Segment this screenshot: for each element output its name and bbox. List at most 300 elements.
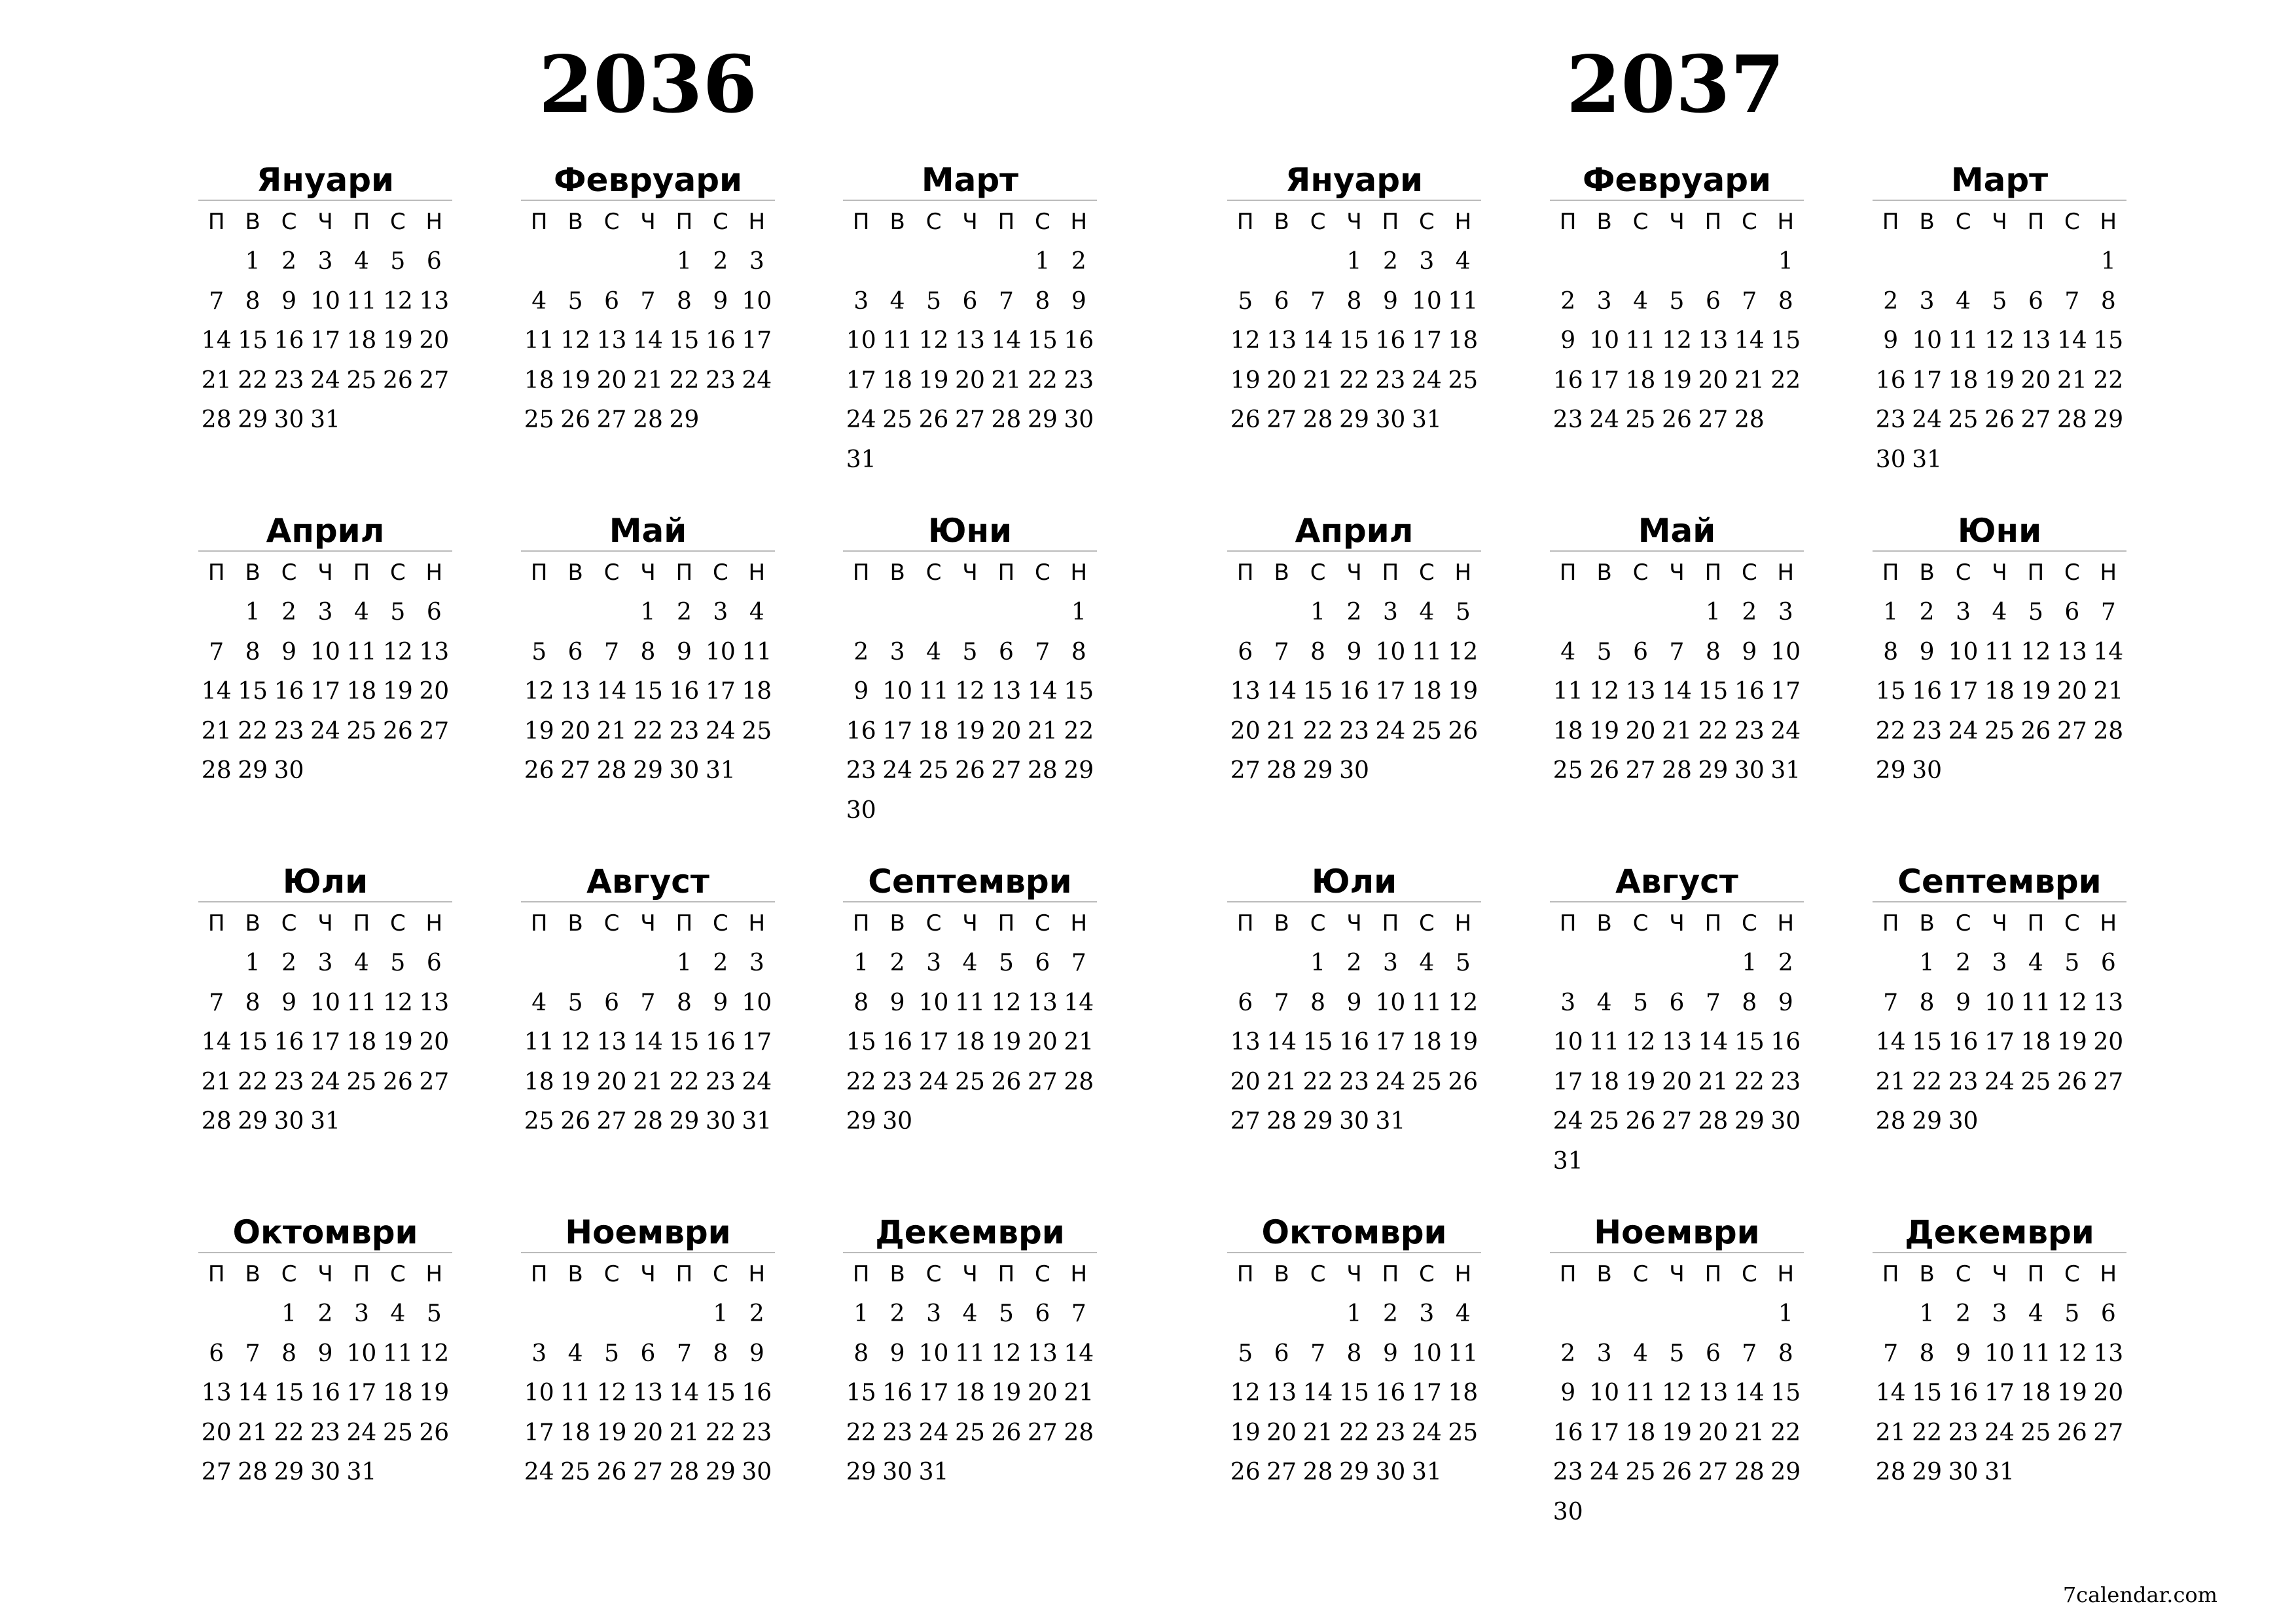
day-cell: 3 — [853, 287, 869, 315]
day-cell: 28 — [1064, 1068, 1094, 1096]
day-cell: 9 — [1071, 287, 1086, 315]
weekday-label: П — [353, 1261, 370, 1288]
day-cell: 26 — [2056, 1068, 2087, 1096]
week-row — [1227, 1062, 1481, 1102]
day-cell: 25 — [2020, 1419, 2051, 1446]
weekday-label: Ч — [962, 910, 978, 937]
day-cell: 10 — [1589, 327, 1620, 355]
day-cell: 26 — [991, 1068, 1022, 1096]
week-row — [843, 1374, 1097, 1414]
day-cell: 22 — [274, 1419, 304, 1446]
day-cell: 12 — [1625, 1029, 1656, 1056]
day-cell: 16 — [274, 678, 304, 705]
day-cell: 26 — [1448, 1068, 1479, 1096]
day-cell: 19 — [1448, 1029, 1479, 1056]
day-cell: 5 — [998, 1300, 1014, 1328]
week-row — [1550, 1062, 1804, 1102]
day-cell: 15 — [1770, 327, 1801, 355]
weekday-label: Н — [2100, 1261, 2117, 1288]
weekday-label: В — [1274, 560, 1289, 586]
day-cell: 2 — [1382, 1300, 1398, 1328]
day-cell: 27 — [1230, 757, 1261, 785]
week-row — [521, 1374, 775, 1414]
day-cell: 14 — [201, 327, 232, 355]
day-cell: 5 — [1669, 287, 1685, 315]
day-cell: 16 — [705, 1029, 736, 1056]
day-cell: 17 — [1552, 1068, 1583, 1096]
day-cell: 31 — [1411, 406, 1442, 434]
day-cell: 13 — [2056, 638, 2087, 666]
day-cell: 20 — [991, 717, 1022, 745]
day-cell: 7 — [1310, 287, 1326, 315]
day-cell: 29 — [1912, 1108, 1943, 1135]
day-cell: 19 — [955, 717, 985, 745]
day-cell: 4 — [2028, 1300, 2043, 1328]
day-cell: 28 — [1302, 1459, 1333, 1486]
day-cell: 27 — [1625, 757, 1656, 785]
weekday-label: Ч — [1669, 209, 1685, 236]
week-row — [1550, 751, 1804, 791]
day-cell: 27 — [596, 1108, 627, 1135]
month-name: Декември — [843, 1213, 1097, 1253]
weekday-label: П — [675, 910, 693, 937]
day-cell: 9 — [749, 1340, 764, 1367]
day-cell: 21 — [1064, 1380, 1094, 1407]
weekday-label: Ч — [962, 1261, 978, 1288]
day-cell: 8 — [1071, 638, 1086, 666]
day-cell: 30 — [1734, 757, 1765, 785]
week-row — [198, 632, 452, 672]
week-row — [521, 1334, 775, 1374]
week-row — [1873, 321, 2126, 361]
day-cell: 30 — [1375, 406, 1406, 434]
day-cell: 21 — [201, 1068, 232, 1096]
day-cell: 16 — [742, 1380, 772, 1407]
day-cell: 21 — [1875, 1419, 1906, 1446]
day-cell: 4 — [1992, 599, 2007, 626]
week-row — [521, 1453, 775, 1493]
day-cell: 12 — [2056, 989, 2087, 1016]
day-cell: 23 — [882, 1419, 913, 1446]
day-cell: 3 — [1560, 989, 1576, 1016]
day-cell: 22 — [1734, 1068, 1765, 1096]
day-cell: 27 — [419, 1068, 450, 1096]
day-cell: 22 — [846, 1068, 876, 1096]
day-cell: 31 — [846, 446, 876, 473]
week-row — [1550, 672, 1804, 712]
weekday-header — [198, 904, 452, 944]
day-cell: 5 — [390, 950, 406, 977]
day-cell: 22 — [669, 1068, 700, 1096]
day-cell: 18 — [1984, 678, 2015, 705]
day-cell: 3 — [317, 599, 333, 626]
weekday-label: С — [389, 1261, 406, 1288]
weekday-label: П — [1882, 209, 1899, 236]
day-cell: 21 — [2093, 678, 2124, 705]
day-cell: 1 — [1883, 599, 1899, 626]
day-cell: 13 — [201, 1380, 232, 1407]
week-row — [843, 944, 1097, 984]
weekday-header — [843, 904, 1097, 944]
day-cell: 14 — [1027, 678, 1058, 705]
day-cell: 21 — [1266, 1068, 1297, 1096]
day-cell: 2 — [889, 1300, 905, 1328]
week-row — [198, 401, 452, 440]
week-row — [521, 1413, 775, 1453]
day-cell: 27 — [560, 757, 591, 785]
day-cell: 5 — [2064, 1300, 2080, 1328]
day-cell: 10 — [1912, 327, 1943, 355]
month-2037-5 — [1550, 511, 1804, 791]
day-cell: 16 — [882, 1029, 913, 1056]
weekday-label: С — [603, 209, 620, 236]
day-cell: 14 — [1302, 1380, 1333, 1407]
week-row — [1550, 1334, 1804, 1374]
day-cell: 15 — [1875, 678, 1906, 705]
weekday-label: С — [925, 1261, 942, 1288]
day-cell: 4 — [749, 599, 764, 626]
day-cell: 17 — [882, 717, 913, 745]
day-cell: 28 — [201, 406, 232, 434]
day-cell: 23 — [669, 717, 700, 745]
day-cell: 31 — [1552, 1147, 1583, 1175]
weekday-label: П — [1704, 209, 1722, 236]
day-cell: 5 — [1238, 287, 1253, 315]
day-cell: 31 — [310, 406, 340, 434]
day-cell: 14 — [2093, 638, 2124, 666]
day-cell: 15 — [1339, 327, 1369, 355]
month-2037-10 — [1227, 1213, 1481, 1492]
day-cell: 14 — [2056, 327, 2087, 355]
month-name: Октомври — [1227, 1213, 1481, 1253]
day-cell: 21 — [596, 717, 627, 745]
day-cell: 13 — [596, 1029, 627, 1056]
day-cell: 15 — [705, 1380, 736, 1407]
day-cell: 14 — [1064, 1340, 1094, 1367]
day-cell: 8 — [640, 638, 656, 666]
day-cell: 16 — [846, 717, 876, 745]
day-cell: 9 — [317, 1340, 333, 1367]
day-cell: 28 — [2093, 717, 2124, 745]
day-cell: 2 — [1883, 287, 1899, 315]
day-cell: 1 — [2100, 248, 2116, 276]
day-cell: 19 — [991, 1380, 1022, 1407]
week-row — [1873, 1062, 2126, 1102]
weekday-label: Н — [1070, 910, 1088, 937]
day-cell: 3 — [1596, 287, 1612, 315]
day-cell: 15 — [1064, 678, 1094, 705]
weekday-label: С — [1632, 910, 1649, 937]
month-2036-9 — [843, 862, 1097, 1141]
day-cell: 18 — [955, 1380, 985, 1407]
day-cell: 29 — [1064, 757, 1094, 785]
day-cell: 16 — [1948, 1029, 1979, 1056]
weekday-label: В — [245, 209, 260, 236]
day-cell: 24 — [918, 1068, 949, 1096]
week-row — [843, 401, 1097, 440]
day-cell: 10 — [1589, 1380, 1620, 1407]
weekday-label: В — [245, 560, 260, 586]
day-cell: 29 — [1302, 1108, 1333, 1135]
day-cell: 11 — [1448, 1340, 1479, 1367]
day-cell: 9 — [889, 1340, 905, 1367]
day-cell: 19 — [1662, 1419, 1692, 1446]
day-cell: 10 — [1948, 638, 1979, 666]
day-cell: 1 — [1346, 1300, 1362, 1328]
day-cell: 29 — [1698, 757, 1729, 785]
day-cell: 9 — [713, 287, 728, 315]
day-cell: 10 — [918, 1340, 949, 1367]
day-cell: 24 — [1912, 406, 1943, 434]
week-row — [1550, 1294, 1804, 1334]
month-name: Март — [843, 160, 1097, 201]
week-row — [521, 593, 775, 633]
day-cell: 28 — [201, 1108, 232, 1135]
month-name: Август — [521, 862, 775, 902]
weekday-label: В — [1596, 910, 1612, 937]
day-cell: 3 — [889, 638, 905, 666]
month-2036-1 — [198, 160, 452, 440]
day-cell: 19 — [1230, 1419, 1261, 1446]
weekday-label: С — [281, 910, 297, 937]
day-cell: 12 — [918, 327, 949, 355]
day-cell: 7 — [1274, 638, 1289, 666]
weekday-label: Н — [1070, 1261, 1088, 1288]
week-row — [521, 711, 775, 751]
day-cell: 25 — [1625, 406, 1656, 434]
day-cell: 8 — [1883, 638, 1899, 666]
day-cell: 28 — [1698, 1108, 1729, 1135]
week-row — [198, 711, 452, 751]
day-cell: 26 — [955, 757, 985, 785]
day-cell: 2 — [1919, 599, 1935, 626]
month-name: Ноември — [1550, 1213, 1804, 1253]
day-cell: 12 — [382, 638, 413, 666]
weekday-label: П — [353, 209, 370, 236]
weekday-label: С — [712, 910, 728, 937]
day-cell: 30 — [274, 757, 304, 785]
day-cell: 26 — [918, 406, 949, 434]
weekday-label: С — [281, 1261, 297, 1288]
day-cell: 9 — [1883, 327, 1899, 355]
week-row — [1873, 1453, 2126, 1493]
weekday-label: П — [1236, 209, 1254, 236]
day-cell: 24 — [524, 1459, 554, 1486]
week-row — [1550, 632, 1804, 672]
day-cell: 13 — [2020, 327, 2051, 355]
day-cell: 13 — [596, 327, 627, 355]
day-cell: 22 — [2093, 366, 2124, 394]
day-cell: 9 — [281, 989, 297, 1016]
day-cell: 17 — [1984, 1380, 2015, 1407]
day-cell: 5 — [604, 1340, 620, 1367]
day-cell: 27 — [201, 1459, 232, 1486]
weekday-label: Ч — [962, 209, 978, 236]
day-cell: 19 — [596, 1419, 627, 1446]
day-cell: 24 — [1589, 406, 1620, 434]
week-row — [1227, 281, 1481, 321]
weekday-label: Ч — [1992, 560, 2007, 586]
month-2037-12 — [1873, 1213, 2126, 1492]
weekday-label: Н — [1454, 1261, 1472, 1288]
week-row — [1550, 1023, 1804, 1063]
day-cell: 7 — [1742, 287, 1757, 315]
day-cell: 8 — [1310, 989, 1326, 1016]
day-cell: 8 — [1778, 1340, 1793, 1367]
day-cell: 11 — [1411, 638, 1442, 666]
day-cell: 24 — [846, 406, 876, 434]
day-cell: 22 — [846, 1419, 876, 1446]
day-cell: 30 — [274, 1108, 304, 1135]
weekday-label: П — [353, 560, 370, 586]
day-cell: 17 — [918, 1380, 949, 1407]
day-cell: 4 — [889, 287, 905, 315]
day-cell: 22 — [705, 1419, 736, 1446]
day-cell: 20 — [2093, 1029, 2124, 1056]
day-cell: 25 — [346, 366, 377, 394]
day-cell: 6 — [640, 1340, 656, 1367]
weekday-label: П — [1236, 560, 1254, 586]
day-cell: 17 — [705, 678, 736, 705]
weekday-header — [521, 553, 775, 593]
weekday-header — [1873, 1255, 2126, 1294]
day-cell: 17 — [742, 1029, 772, 1056]
day-cell: 20 — [2093, 1380, 2124, 1407]
day-cell: 10 — [882, 678, 913, 705]
day-cell: 3 — [1382, 599, 1398, 626]
week-row — [198, 751, 452, 791]
week-row — [1873, 1023, 2126, 1063]
day-cell: 7 — [1071, 1300, 1086, 1328]
weekday-label: С — [603, 1261, 620, 1288]
week-row — [198, 593, 452, 633]
day-cell: 14 — [201, 1029, 232, 1056]
day-cell: 18 — [346, 678, 377, 705]
weekday-label: П — [1882, 1261, 1899, 1288]
day-cell: 28 — [991, 406, 1022, 434]
week-row — [1873, 711, 2126, 751]
month-name: Декември — [1873, 1213, 2126, 1253]
month-2037-1 — [1227, 160, 1481, 440]
day-cell: 30 — [882, 1108, 913, 1135]
day-cell: 12 — [1448, 638, 1479, 666]
day-cell: 19 — [560, 1068, 591, 1096]
week-row — [1873, 983, 2126, 1023]
day-cell: 9 — [1742, 638, 1757, 666]
month-name: Март — [1873, 160, 2126, 201]
month-2037-3 — [1873, 160, 2126, 480]
weekday-label: Н — [1777, 1261, 1795, 1288]
day-cell: 25 — [1948, 406, 1979, 434]
day-cell: 11 — [346, 287, 377, 315]
day-cell: 11 — [524, 1029, 554, 1056]
weekday-header — [521, 904, 775, 944]
weekday-label: П — [530, 209, 548, 236]
weekday-label: П — [207, 910, 225, 937]
day-cell: 7 — [640, 989, 656, 1016]
week-row — [843, 1102, 1097, 1142]
day-cell: 22 — [1302, 717, 1333, 745]
weekday-label: В — [1274, 910, 1289, 937]
day-cell: 28 — [1734, 1459, 1765, 1486]
weekday-label: С — [1632, 209, 1649, 236]
day-cell: 2 — [1071, 248, 1086, 276]
week-row — [1873, 242, 2126, 282]
month-name: Февруари — [521, 160, 775, 201]
weekday-label: П — [1236, 910, 1254, 937]
day-cell: 23 — [705, 1068, 736, 1096]
day-cell: 11 — [346, 989, 377, 1016]
weekday-header — [1873, 202, 2126, 242]
day-cell: 31 — [310, 1108, 340, 1135]
month-2036-6 — [843, 511, 1097, 830]
day-cell: 28 — [633, 1108, 663, 1135]
day-cell: 24 — [742, 1068, 772, 1096]
day-cell: 13 — [1698, 1380, 1729, 1407]
weekday-header — [1550, 904, 1804, 944]
weekday-label: Ч — [317, 1261, 333, 1288]
month-name: Юни — [843, 511, 1097, 552]
day-cell: 7 — [640, 287, 656, 315]
week-row — [198, 983, 452, 1023]
day-cell: 19 — [918, 366, 949, 394]
day-cell: 12 — [1662, 1380, 1692, 1407]
weekday-label: С — [1418, 910, 1435, 937]
weekday-label: П — [353, 910, 370, 937]
day-cell: 24 — [1948, 717, 1979, 745]
day-cell: 8 — [1346, 287, 1362, 315]
day-cell: 2 — [1560, 1340, 1576, 1367]
day-cell: 11 — [382, 1340, 413, 1367]
day-cell: 24 — [346, 1419, 377, 1446]
day-cell: 16 — [1339, 678, 1369, 705]
day-cell: 29 — [1770, 1459, 1801, 1486]
day-cell: 27 — [419, 717, 450, 745]
day-cell: 11 — [1411, 989, 1442, 1016]
day-cell: 15 — [669, 1029, 700, 1056]
day-cell: 13 — [991, 678, 1022, 705]
day-cell: 12 — [991, 1340, 1022, 1367]
week-row — [198, 1374, 452, 1414]
day-cell: 5 — [1455, 950, 1471, 977]
weekday-label: С — [1418, 560, 1435, 586]
day-cell: 21 — [1698, 1068, 1729, 1096]
day-cell: 29 — [1339, 406, 1369, 434]
day-cell: 17 — [1948, 678, 1979, 705]
day-cell: 12 — [2020, 638, 2051, 666]
day-cell: 28 — [1662, 757, 1692, 785]
day-cell: 20 — [1698, 366, 1729, 394]
day-cell: 15 — [669, 327, 700, 355]
weekday-label: Ч — [1346, 1261, 1362, 1288]
day-cell: 20 — [633, 1419, 663, 1446]
day-cell: 21 — [1302, 366, 1333, 394]
day-cell: 18 — [955, 1029, 985, 1056]
day-cell: 18 — [918, 717, 949, 745]
day-cell: 27 — [1266, 406, 1297, 434]
week-row — [198, 1062, 452, 1102]
day-cell: 23 — [274, 1068, 304, 1096]
day-cell: 8 — [1705, 638, 1721, 666]
weekday-label: П — [1559, 910, 1577, 937]
day-cell: 26 — [596, 1459, 627, 1486]
day-cell: 26 — [991, 1419, 1022, 1446]
day-cell: 8 — [281, 1340, 297, 1367]
weekday-label: С — [1741, 910, 1757, 937]
week-row — [843, 440, 1097, 480]
day-cell: 19 — [1448, 678, 1479, 705]
day-cell: 18 — [2020, 1029, 2051, 1056]
